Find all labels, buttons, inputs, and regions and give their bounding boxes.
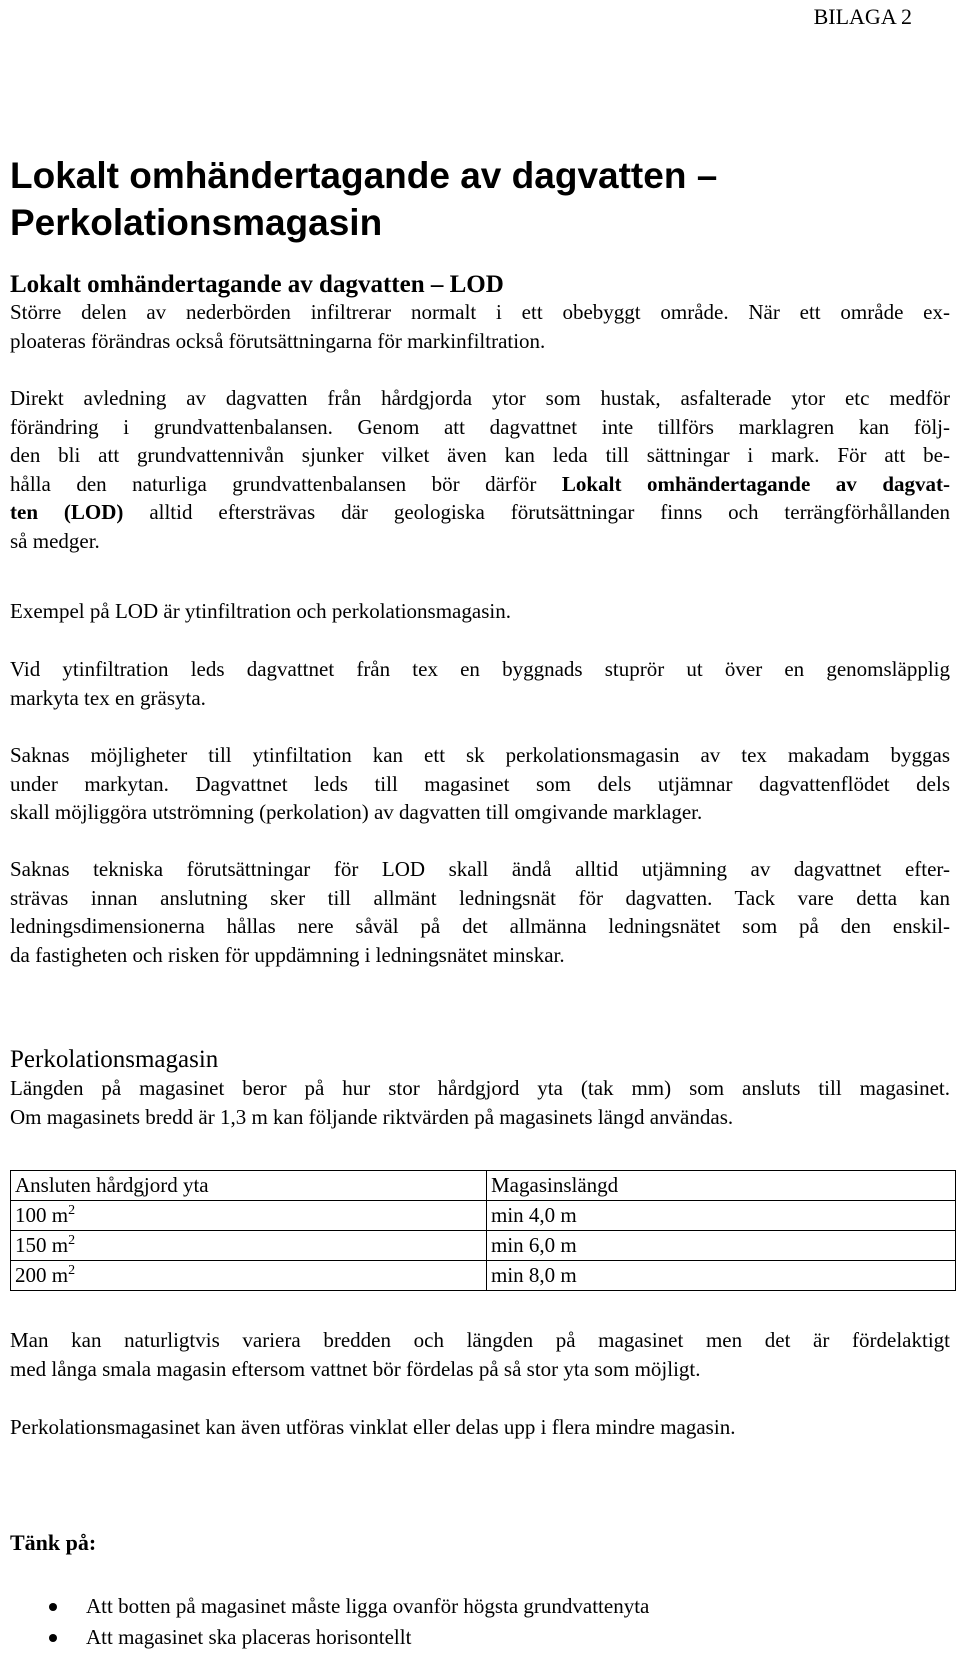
paragraph-line: Exempel på LOD är ytinfiltration och perkolationsmagasin. — [10, 599, 511, 623]
paragraph-line: ledningsdimensionerna hållas nere såväl på det allmänna ledningsnätet som på den enskil- — [10, 914, 950, 938]
paragraph-angled — [10, 1413, 950, 1442]
paragraph-line: Saknas tekniska förutsättningar för LOD skall ändå alltid utjämning av dagvattnet efter- — [10, 857, 950, 881]
paragraph-groundwater — [10, 384, 950, 555]
table-header-length: Magasinslängd — [487, 1171, 956, 1201]
paragraph-surface-infiltration — [10, 655, 950, 712]
paragraph-line: Perkolationsmagasinet kan även utföras vinklat eller delas upp i flera mindre magasin. — [10, 1415, 736, 1439]
title-line-2: Perkolationsmagasin — [10, 202, 383, 243]
lod-heading: Lokalt omhändertagande av dagvatten – LOD — [10, 271, 504, 298]
area-value: 150 m — [15, 1233, 69, 1257]
list-item — [10, 1622, 649, 1653]
paragraph-line: förändring i grundvattenbalansen. Genom att dagvattnet inte tillförs marklagren kan följ- — [10, 414, 950, 439]
list-item-text: Att botten på magasinet måste ligga ovanför högsta grundvattenyta — [86, 1594, 650, 1618]
title-line-1: Lokalt omhändertagande av dagvatten – — [10, 155, 718, 196]
paragraph-length — [10, 1074, 950, 1131]
unit-exponent: 2 — [68, 1233, 76, 1248]
table-row — [11, 1261, 956, 1291]
paragraph-line: Större delen av nederbörden infiltrerar normalt i ett obebyggt område. När ett område ex- — [10, 300, 950, 324]
table-cell-area — [11, 1231, 487, 1261]
paragraph-variation — [10, 1326, 950, 1383]
paragraph-line: strävas innan anslutning sker till allmänt ledningsnät för dagvatten. Tack vare detta kan — [10, 885, 950, 910]
table-cell-length: min 4,0 m — [487, 1201, 956, 1231]
paragraph-line: den bli att grundvattennivån sjunker vilket även kan leda till sättningar i mark. För att be- — [10, 443, 950, 467]
table-row — [11, 1231, 956, 1261]
remember-list — [10, 1591, 649, 1653]
list-item — [10, 1591, 649, 1622]
unit-exponent: 2 — [68, 1263, 76, 1278]
lod-emphasis: Lokalt omhändertagande av dagvat- — [561, 471, 950, 496]
paragraph-line: så medger. — [10, 528, 100, 553]
paragraph-line: Längden på magasinet beror på hur stor hårdgjord yta (tak mm) som ansluts till magasinet. — [10, 1076, 950, 1100]
paragraph-line: under markytan. Dagvattnet leds till magasinet som dels utjämnar dagvattenflödet dels — [10, 771, 950, 796]
area-value: 100 m — [15, 1203, 69, 1227]
paragraph-technical — [10, 855, 950, 969]
paragraph-line: Direkt avledning av dagvatten från hårdgjorda ytor som hustak, asfalterade ytor etc medför — [10, 386, 950, 410]
paragraph-line: med långa smala magasin eftersom vattnet bör fördelas på så stor yta som möjligt. — [10, 1356, 701, 1381]
page-title — [10, 152, 717, 246]
paragraph-intro — [10, 298, 950, 355]
paragraph-line: skall möjliggöra utströmning (perkolation) av dagvatten till omgivande marklager. — [10, 800, 703, 824]
table-cell-length: min 6,0 m — [487, 1231, 956, 1261]
paragraph-percolation — [10, 741, 950, 827]
paragraph-line: Saknas möjligheter till ytinfiltation kan ett sk perkolationsmagasin av tex makadam byggas — [10, 743, 950, 767]
bullet-icon — [49, 1634, 57, 1642]
paragraph-line: Man kan naturligtvis variera bredden och längden på magasinet men det är fördelaktigt — [10, 1328, 950, 1352]
paragraph-line: da fastigheten och risken för uppdämning i ledningsnätet minskar. — [10, 942, 565, 967]
paragraph-text: alltid eftersträvas där geologiska förutsättningar finns och terrängförhållanden — [123, 500, 950, 524]
paragraph-line: markyta tex en gräsyta. — [10, 685, 206, 710]
table-row — [11, 1201, 956, 1231]
bullet-icon — [49, 1603, 57, 1611]
table-cell-length: min 8,0 m — [487, 1261, 956, 1291]
table-header-row — [11, 1171, 956, 1201]
table-header-area: Ansluten hårdgjord yta — [11, 1171, 487, 1201]
paragraph-examples — [10, 597, 950, 626]
guide-values-table — [10, 1170, 956, 1291]
lod-emphasis: ten (LOD) — [10, 500, 124, 524]
paragraph-line: ploateras förändras också förutsättningarna för markinfiltration. — [10, 328, 546, 353]
paragraph-text: hålla den naturliga grundvattenbalansen bör därför — [10, 471, 562, 496]
remember-heading: Tänk på: — [10, 1530, 97, 1555]
area-value: 200 m — [15, 1263, 69, 1287]
table-cell-area — [11, 1261, 487, 1291]
paragraph-line: Om magasinets bredd är 1,3 m kan följande riktvärden på magasinets längd användas. — [10, 1104, 734, 1129]
unit-exponent: 2 — [68, 1203, 76, 1218]
paragraph-line — [10, 470, 950, 499]
paragraph-line: Vid ytinfiltration leds dagvattnet från tex en byggnads stuprör ut över en genomsläpplig — [10, 657, 950, 681]
list-item-text: Att magasinet ska placeras horisontellt — [86, 1625, 412, 1649]
percolation-heading: Perkolationsmagasin — [10, 1046, 219, 1073]
table-cell-area — [11, 1201, 487, 1231]
paragraph-line — [10, 498, 950, 527]
appendix-label: BILAGA 2 — [813, 4, 912, 29]
